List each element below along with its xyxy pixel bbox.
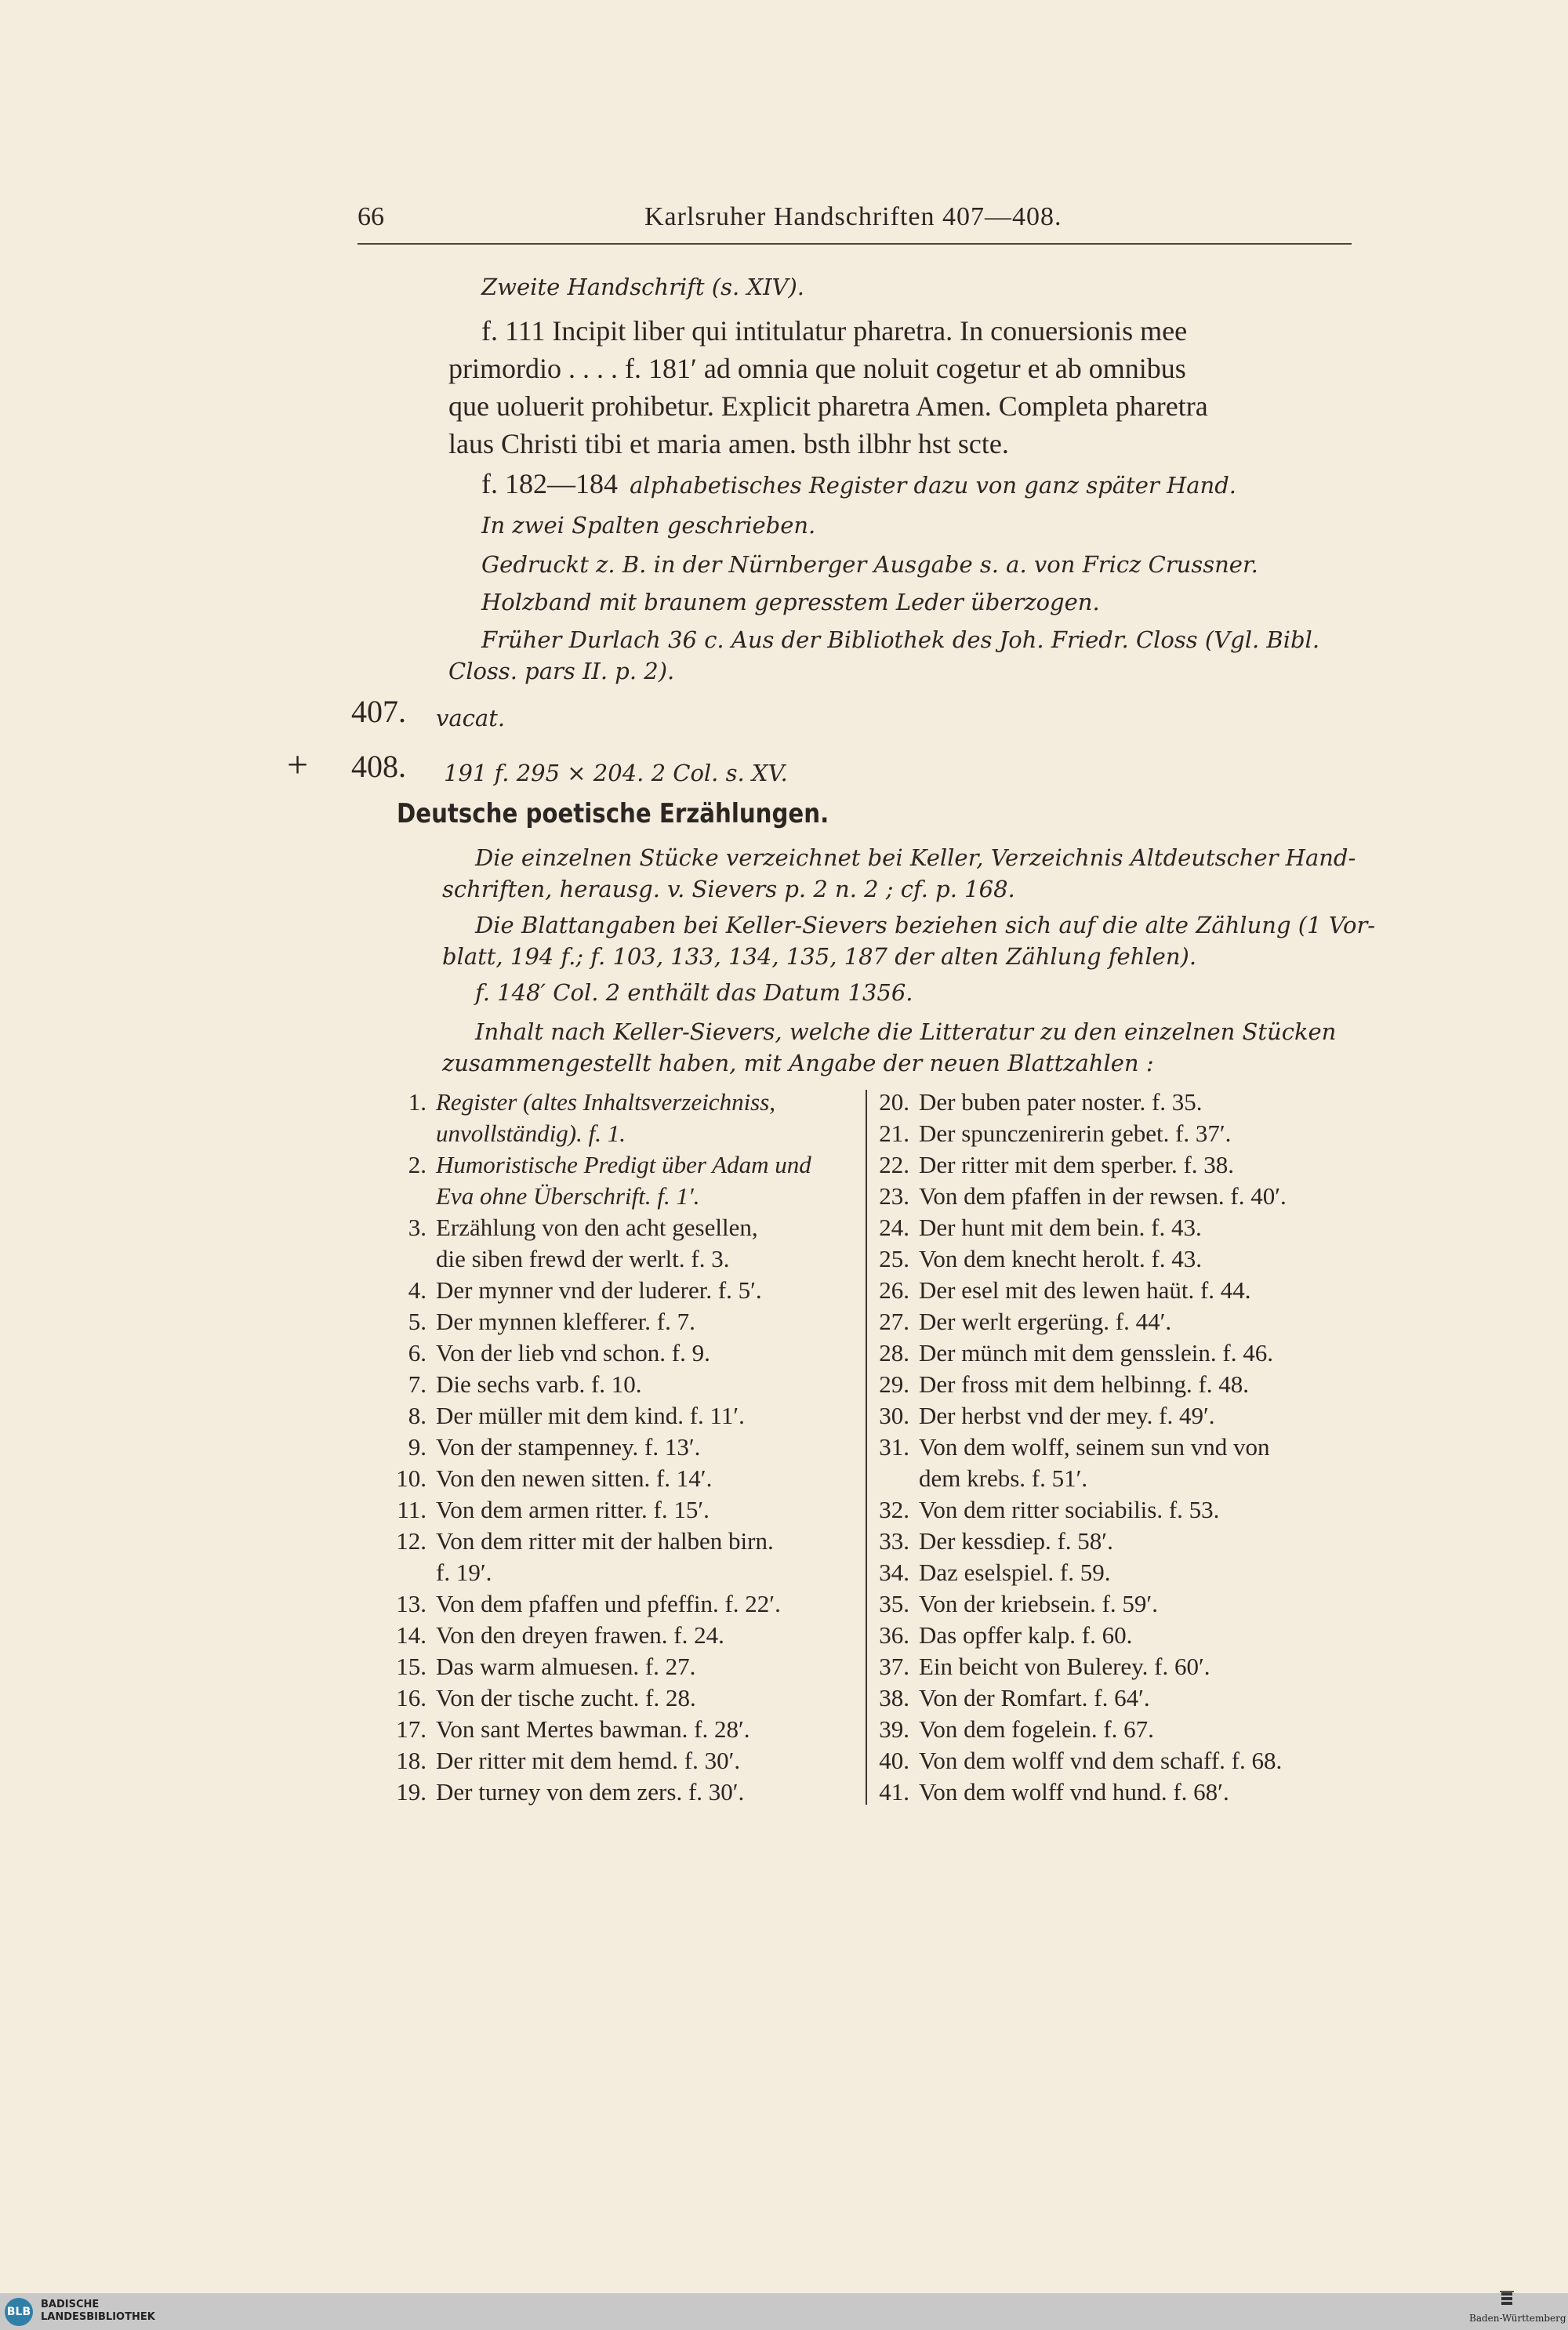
list-item-number: 10. (396, 1464, 426, 1492)
list-item-line (872, 1494, 1358, 1526)
running-title: Karlsruher Handschriften 407—408. (644, 202, 1062, 231)
list-item-number: 23. (879, 1182, 909, 1210)
library-logo: BLB (5, 2298, 33, 2326)
list-item-text: Der fross mit dem helbinng. f. 48. (919, 1370, 1250, 1398)
list-item-line (872, 1149, 1358, 1181)
list-item-text: Das warm almuesen. f. 27. (436, 1653, 696, 1680)
incipit-line-3: que uoluerit prohibetur. Explicit pharetra Amen. Completa pharetra (448, 390, 1208, 422)
incipit-line-4: laus Christi tibi et maria amen. bsth ilbhr hst scte. (448, 428, 1009, 459)
provenance-line-1: Früher Durlach 36 c. Aus der Bibliothek des Joh. Friedr. Closs (Vgl. Bibl. (481, 626, 1320, 653)
list-item-line (392, 1243, 862, 1275)
list-item-text: Der mynnen klefferer. f. 7. (436, 1308, 695, 1335)
list-item-text: Erzählung von den acht gesellen, (436, 1214, 758, 1241)
list-item-line (872, 1087, 1358, 1118)
library-name-line-1: BADISCHE (41, 2299, 100, 2310)
list-item-text: Von dem pfaffen und pfeffin. f. 22′. (436, 1590, 781, 1617)
list-item-text: Der ritter mit dem sperber. f. 38. (919, 1151, 1235, 1178)
columns-note: In zwei Spalten geschrieben. (481, 512, 816, 539)
entry-408-heading: Deutsche poetische Erzählungen. (397, 798, 829, 829)
list-item-text: Der spunczenirerin gebet. f. 37′. (919, 1120, 1232, 1147)
list-item-number: 13. (396, 1590, 426, 1617)
list-item-line (392, 1087, 862, 1118)
register-folio: f. 182—184 (481, 468, 618, 499)
list-item-number: 21. (879, 1120, 909, 1147)
list-item-number: 31. (879, 1433, 909, 1461)
list-item-number: 8. (408, 1402, 426, 1429)
list-item-text: Der mynner vnd der luderer. f. 5′. (436, 1276, 762, 1304)
state-coat-of-arms-icon (1499, 2291, 1515, 2308)
list-item-line (872, 1588, 1358, 1620)
list-item-text: Der hunt mit dem bein. f. 43. (919, 1214, 1202, 1241)
list-item-number: 40. (879, 1747, 909, 1774)
list-item-text: Von dem ritter mit der halben birn. (436, 1527, 774, 1555)
list-item-line (392, 1557, 862, 1588)
list-item-number: 26. (879, 1276, 909, 1304)
list-item-line (392, 1777, 862, 1808)
list-item-text: Eva ohne Überschrift. f. 1′. (436, 1182, 700, 1210)
list-item-number: 33. (879, 1527, 909, 1555)
list-item-number: 35. (879, 1590, 909, 1617)
list-item-number: 19. (396, 1778, 426, 1806)
list-item-line (872, 1745, 1358, 1777)
list-item-text: Das opffer kalp. f. 60. (919, 1621, 1133, 1649)
list-item-text: Von dem knecht herolt. f. 43. (919, 1245, 1203, 1272)
list-item-number: 41. (879, 1778, 909, 1806)
list-item-number: 28. (879, 1339, 909, 1366)
list-item-text: Humoristische Predigt über Adam und (436, 1151, 811, 1178)
list-item-line (392, 1682, 862, 1714)
list-item-text: Von der kriebsein. f. 59′. (919, 1590, 1158, 1617)
list-item-number: 1. (408, 1088, 426, 1116)
column-divider (866, 1090, 867, 1805)
list-item-text: Der werlt ergerüng. f. 44′. (919, 1308, 1172, 1335)
list-item-line (392, 1651, 862, 1682)
list-item-text: Der ritter mit dem hemd. f. 30′. (436, 1747, 741, 1774)
list-item-text: Der turney von dem zers. f. 30′. (436, 1778, 745, 1806)
list-item-text: Die sechs varb. f. 10. (436, 1370, 642, 1398)
printed-note: Gedruckt z. B. in der Nürnberger Ausgabe s. a. von Fricz Crussner. (481, 551, 1258, 578)
list-item-text: die siben frewd der werlt. f. 3. (436, 1245, 730, 1272)
list-item-number: 11. (397, 1496, 426, 1523)
provenance-line-2: Closs. pars II. p. 2). (448, 658, 675, 684)
list-item-text: Von der tische zucht. f. 28. (436, 1684, 696, 1711)
list-item-number: 37. (879, 1653, 909, 1680)
list-item-text: Von dem ritter sociabilis. f. 53. (919, 1496, 1220, 1523)
list-item-text: f. 19′. (436, 1559, 492, 1586)
list-item-number: 4. (408, 1276, 426, 1304)
list-item-text: Von dem wolff vnd dem schaff. f. 68. (919, 1747, 1283, 1774)
list-item-text: Der esel mit des lewen haüt. f. 44. (919, 1276, 1251, 1304)
list-item-number: 32. (879, 1496, 909, 1523)
list-item-text: unvollständig). f. 1. (436, 1120, 626, 1147)
list-item-text: Daz eselspiel. f. 59. (919, 1559, 1111, 1586)
list-item-line (392, 1526, 862, 1557)
list-item-line (872, 1118, 1358, 1149)
list-item-line (392, 1181, 862, 1212)
entry-408-number: 408. (351, 749, 406, 784)
list-item-number: 15. (396, 1653, 426, 1680)
list-item-line (872, 1400, 1358, 1432)
list-item-text: Der buben pater noster. f. 35. (919, 1088, 1203, 1116)
note-line-7: zusammengestellt haben, mit Angabe der neuen Blattzahlen : (442, 1050, 1154, 1076)
list-item-text: Von dem wolff, seinem sun vnd von (919, 1433, 1270, 1461)
entry-408-description: 191 f. 295 × 204. 2 Col. s. XV. (444, 760, 788, 786)
list-item-text: Der herbst vnd der mey. f. 49′. (919, 1402, 1215, 1429)
list-item-line (392, 1620, 862, 1651)
list-item-line (872, 1651, 1358, 1682)
list-item-text: Der kessdiep. f. 58′. (919, 1527, 1113, 1555)
list-item-text: Von dem wolff vnd hund. f. 68′. (919, 1778, 1229, 1806)
list-item-number: 3. (408, 1214, 426, 1241)
contents-left-column (392, 1087, 862, 1808)
library-name (41, 2299, 155, 2324)
register-note (481, 467, 1236, 501)
contents-right-column (872, 1087, 1358, 1808)
list-item-text: Von dem armen ritter. f. 15′. (436, 1496, 710, 1523)
list-item-number: 12. (396, 1527, 426, 1555)
list-item-number: 30. (879, 1402, 909, 1429)
binding-note: Holzband mit braunem gepresstem Leder überzogen. (481, 589, 1100, 615)
list-item-line (392, 1306, 862, 1337)
note-line-5: f. 148′ Col. 2 enthält das Datum 1356. (475, 979, 913, 1006)
list-item-number: 24. (879, 1214, 909, 1241)
list-item-line (872, 1369, 1358, 1400)
list-item-line (392, 1212, 862, 1243)
list-item-number: 29. (879, 1370, 909, 1398)
list-item-line (392, 1275, 862, 1306)
note-line-4: blatt, 194 f.; f. 103, 133, 134, 135, 187 der alten Zählung fehlen). (442, 943, 1197, 970)
note-line-6: Inhalt nach Keller-Sievers, welche die Litteratur zu den einzelnen Stücken (475, 1018, 1337, 1045)
list-item-line (392, 1337, 862, 1369)
list-item-line (872, 1777, 1358, 1808)
list-item-number: 17. (396, 1715, 426, 1743)
list-item-line (872, 1557, 1358, 1588)
list-item-text: Von der lieb vnd schon. f. 9. (436, 1339, 710, 1366)
list-item-line (392, 1400, 862, 1432)
list-item-number: 20. (879, 1088, 909, 1116)
list-item-number: 9. (408, 1433, 426, 1461)
entry-407-number: 407. (351, 694, 406, 729)
list-item-number: 6. (408, 1339, 426, 1366)
list-item-text: Von dem pfaffen in der rewsen. f. 40′. (919, 1182, 1287, 1210)
register-text: alphabetisches Register dazu von ganz später Hand. (630, 472, 1236, 499)
note-line-2: schriften, herausg. v. Sievers p. 2 n. 2 ; cf. p. 168. (442, 876, 1015, 902)
list-item-text: dem krebs. f. 51′. (919, 1464, 1088, 1492)
list-item-line (392, 1714, 862, 1745)
list-item-text: Ein beicht von Bulerey. f. 60′. (919, 1653, 1210, 1680)
list-item-line (392, 1463, 862, 1494)
list-item-number: 18. (396, 1747, 426, 1774)
list-item-line (392, 1369, 862, 1400)
list-item-line (872, 1275, 1358, 1306)
list-item-number: 34. (879, 1559, 909, 1586)
list-item-number: 5. (408, 1308, 426, 1335)
list-item-line (872, 1620, 1358, 1651)
list-item-text: Von den newen sitten. f. 14′. (436, 1464, 713, 1492)
list-item-line (872, 1337, 1358, 1369)
list-item-text: Der münch mit dem gensslein. f. 46. (919, 1339, 1273, 1366)
list-item-line (872, 1463, 1358, 1494)
list-item-number: 2. (408, 1151, 426, 1178)
list-item-text: Register (altes Inhaltsverzeichniss, (436, 1088, 776, 1116)
list-item-line (392, 1149, 862, 1181)
list-item-line (392, 1432, 862, 1463)
list-item-line (392, 1588, 862, 1620)
list-item-number: 14. (396, 1621, 426, 1649)
list-item-number: 36. (879, 1621, 909, 1649)
list-item-text: Von der Romfart. f. 64′. (919, 1684, 1150, 1711)
list-item-line (872, 1682, 1358, 1714)
list-item-number: 22. (879, 1151, 909, 1178)
library-name-line-2: LANDESBIBLIOTHEK (41, 2311, 155, 2323)
list-item-line (872, 1181, 1358, 1212)
list-item-text: Der müller mit dem kind. f. 11′. (436, 1402, 745, 1429)
list-item-line (872, 1306, 1358, 1337)
entry-408-cross-mark: + (287, 744, 309, 786)
page-number: 66 (358, 202, 384, 231)
list-item-number: 7. (408, 1370, 426, 1398)
list-item-line (872, 1212, 1358, 1243)
list-item-number: 27. (879, 1308, 909, 1335)
list-item-number: 25. (879, 1245, 909, 1272)
note-line-1: Die einzelnen Stücke verzeichnet bei Keller, Verzeichnis Altdeutscher Hand- (475, 844, 1356, 871)
list-item-line (392, 1745, 862, 1777)
incipit-line-1: f. 111 Incipit liber qui intitulatur pharetra. In conuersionis mee (481, 315, 1188, 347)
footer-bar (0, 2293, 1568, 2330)
list-item-number: 16. (396, 1684, 426, 1711)
list-item-text: Von sant Mertes bawman. f. 28′. (436, 1715, 750, 1743)
list-item-line (392, 1494, 862, 1526)
list-item-line (872, 1714, 1358, 1745)
list-item-line (872, 1243, 1358, 1275)
list-item-text: Von den dreyen frawen. f. 24. (436, 1621, 724, 1649)
list-item-text: Von der stampenney. f. 13′. (436, 1433, 701, 1461)
list-item-line (392, 1118, 862, 1149)
list-item-number: 38. (879, 1684, 909, 1711)
second-manuscript-label: Zweite Handschrift (s. XIV). (481, 274, 805, 300)
list-item-line (872, 1526, 1358, 1557)
list-item-text: Von dem fogelein. f. 67. (919, 1715, 1154, 1743)
list-item-line (872, 1432, 1358, 1463)
incipit-line-2: primordio . . . . f. 181′ ad omnia que noluit cogetur et ab omnibus (448, 353, 1186, 384)
list-item-number: 39. (879, 1715, 909, 1743)
note-line-3: Die Blattangaben bei Keller-Sievers beziehen sich auf die alte Zählung (1 Vor- (475, 912, 1376, 938)
header-rule (358, 243, 1352, 245)
entry-407-text: vacat. (436, 705, 506, 731)
state-label: Baden-Württemberg (1469, 2313, 1566, 2324)
